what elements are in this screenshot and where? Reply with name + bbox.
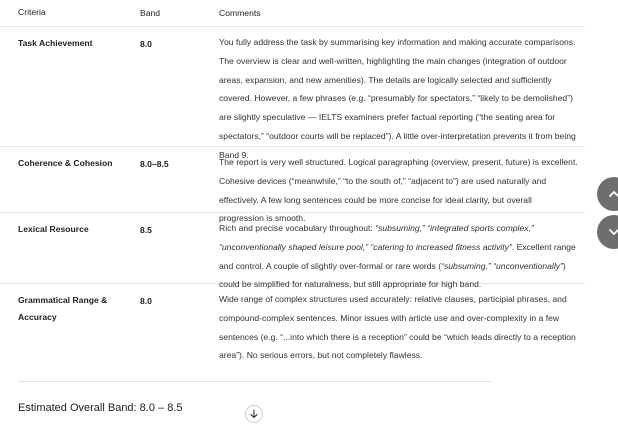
table-row [0, 147, 585, 224]
band-cell: 8.0–8.5 [140, 159, 169, 169]
criteria-cell: Lexical Resource [18, 224, 89, 234]
criteria-cell: Coherence & Cohesion [18, 158, 113, 168]
header-band: Band [140, 8, 161, 18]
header-criteria: Criteria [18, 7, 46, 17]
comments-cell: The report is very well structured. Logical paragraphing (overview, present, future) is excellent. Cohesive devices (“meanwhile,” “to the south of,” “adjacent to”) are used naturally and effectively. A few long sentences could be more concise for ideal clarity, but overall progression is smooth. [219, 157, 578, 224]
table-row [0, 284, 585, 364]
comments-cell [219, 219, 579, 294]
table-row [0, 27, 585, 160]
band-cell: 8.5 [140, 225, 152, 235]
chevron-up-icon [607, 187, 618, 201]
comments-italic: “subsuming,” “unconventionally” [441, 260, 563, 271]
overall-band-heading: Estimated Overall Band: 8.0 – 8.5 [18, 402, 183, 414]
criteria-cell: Grammatical Range & Accuracy [18, 295, 108, 322]
comments-text: ) could be simplified for naturalness, but still appropriate for high band. [219, 260, 566, 290]
jump-to-bottom-button[interactable] [245, 405, 263, 423]
scroll-up-button[interactable] [597, 177, 618, 211]
comments-text: Rich and precise vocabulary throughout: [219, 223, 376, 233]
section-divider [18, 381, 491, 382]
scroll-down-button[interactable] [597, 215, 618, 249]
header-comments: Comments [219, 8, 261, 18]
criteria-cell: Task Achievement [18, 38, 93, 48]
band-cell: 8.0 [140, 296, 152, 306]
comments-text: . Excellent range and control. A couple of slightly over-formal or rare words ( [219, 241, 576, 271]
table-row [0, 213, 585, 290]
comments-italic: “subsuming,” “integrated sports complex,” “unconventionally shaped leisure pool,” “catering to increased fitness activity” [219, 223, 534, 252]
band-cell: 8.0 [140, 39, 152, 49]
comments-cell: You fully address the task by summarising key information and making accurate comparisons. The overview is clear and well-written, highlighting the main changes (integration of outdoor areas, expansion, and new amenities). The details are logically selected and sufficiently covered. However, a few phrases (e.g. “presumably for spectators,” “likely to be demolished”) are slightly speculative — IELTS examiners prefer factual reporting (“the seating area for spectators,” “outdoor courts will be replaced”). A little over-interpretation prevents it from being Band 9. [219, 37, 576, 160]
arrow-down-icon [249, 409, 259, 419]
comments-cell: Wide range of complex structures used accurately: relative clauses, participial phrases, and compound-complex sentences. Minor issues with article use and over-complexity in a few sentences (e.g. “...into which there is a reception” could be “which leads directly to a reception area”). No serious errors, but not completely flawless. [219, 294, 576, 361]
table-header-row [0, 0, 585, 27]
chevron-down-icon [607, 225, 618, 239]
